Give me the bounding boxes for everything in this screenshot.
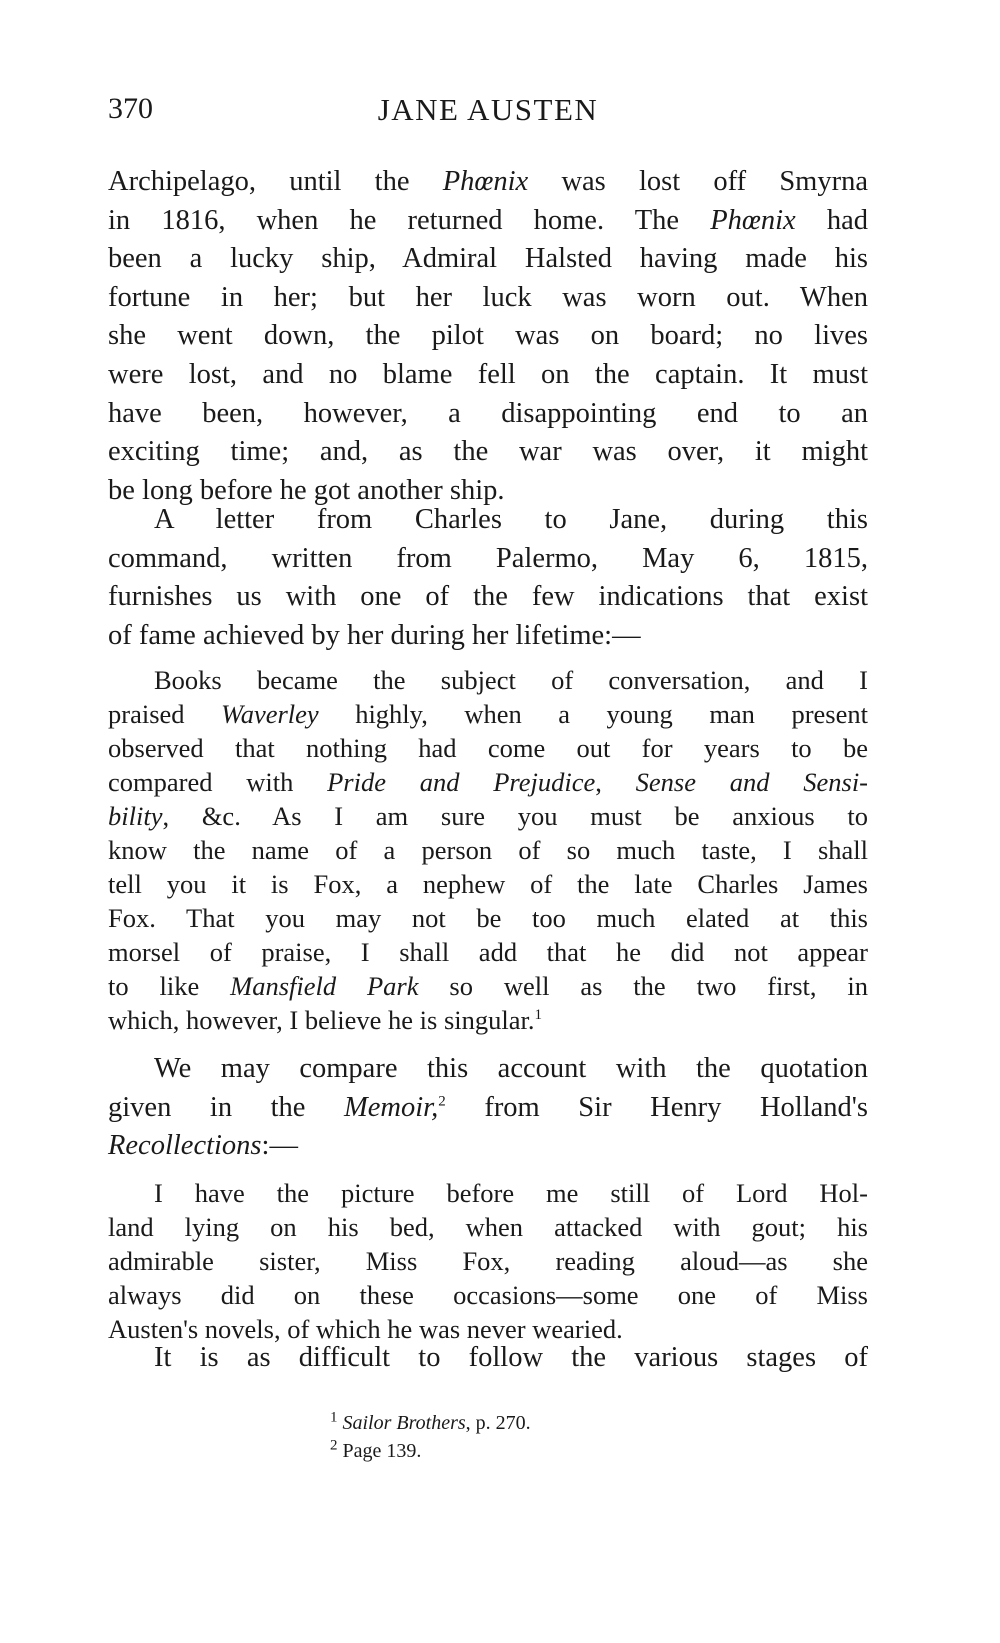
running-head: JANE AUSTEN xyxy=(377,92,599,127)
paragraph-3 xyxy=(108,1050,868,1166)
text-line: We may compare this account with the quotation xyxy=(154,1053,868,1084)
text-line: have been, however, a disappointing end to an xyxy=(108,397,868,429)
text-line: given in the Memoir,$^2$ from Sir Henry Holland's xyxy=(108,1091,868,1123)
text-line: Recollections:— xyxy=(108,1130,298,1162)
text-line: It is as difficult to follow the various stages of xyxy=(154,1342,868,1373)
text-line: fortune in her; but her luck was worn out. When xyxy=(108,281,868,313)
text-line: praised Waverley highly, when a young man present xyxy=(108,699,868,729)
text-line: in 1816, when he returned home. The Phœnix had xyxy=(108,204,868,236)
paragraph-4 xyxy=(108,1339,868,1378)
text-line: compared with Pride and Prejudice, Sense and Sensi- xyxy=(108,767,869,797)
text-line: tell you it is Fox, a nephew of the late Charles James xyxy=(108,869,868,899)
page-header xyxy=(108,92,868,136)
text-line: observed that nothing had come out for years to be xyxy=(108,733,868,763)
text-line: know the name of a person of so much taste, I shall xyxy=(108,835,868,865)
block-quote-1 xyxy=(108,663,868,1037)
text-line: which, however, I believe he is singular.$^1$ xyxy=(108,1005,542,1035)
text-line: Books became the subject of conversation, and I xyxy=(154,665,868,695)
text-line: Austen's novels, of which he was never wearied. xyxy=(108,1314,623,1344)
text-line: furnishes us with one of the few indications that exist xyxy=(108,581,868,613)
footnote-number: 1 xyxy=(330,1409,338,1426)
footnote-ref-1: 1 xyxy=(534,1007,542,1024)
text-line: were lost, and no blame fell on the captain. It must xyxy=(108,358,868,390)
footnote-ref-2: 2 xyxy=(438,1093,446,1110)
text-line: morsel of praise, I shall add that he did not appear xyxy=(108,937,868,967)
text-line: she went down, the pilot was on board; no lives xyxy=(108,320,868,352)
block-quote-2 xyxy=(108,1176,868,1346)
text-line: to like Mansfield Park so well as the two first, in xyxy=(108,971,869,1001)
footnote-2: $^2$ Page 139. xyxy=(330,1437,422,1462)
paragraph-2 xyxy=(108,501,868,655)
footnote-number: 2 xyxy=(330,1437,338,1454)
text-line: A letter from Charles to Jane, during this xyxy=(154,504,868,535)
text-line: be long before he got another ship. xyxy=(108,474,505,506)
page-number: 370 xyxy=(108,92,153,125)
text-line: Fox. That you may not be too much elated at this xyxy=(108,903,868,933)
paragraph-1 xyxy=(108,163,868,510)
text-line: always did on these occasions—some one of Miss xyxy=(108,1280,868,1310)
text-line: I have the picture before me still of Lord Hol- xyxy=(154,1178,868,1208)
text-line: exciting time; and, as the war was over, it might xyxy=(108,436,868,468)
footnote-1: $^1$ Sailor Brothers, p. 270. xyxy=(330,1409,531,1434)
text-line: admirable sister, Miss Fox, reading aloud—as she xyxy=(108,1246,868,1276)
text-line: of fame achieved by her during her lifetime:— xyxy=(108,619,641,651)
text-line: command, written from Palermo, May 6, 1815, xyxy=(108,542,868,574)
text-line: land lying on his bed, when attacked with gout; his xyxy=(108,1212,868,1242)
text-line: Archipelago, until the Phœnix was lost off Smyrna xyxy=(108,166,868,197)
text-line: bility, &c. As I am sure you must be anxious to xyxy=(108,801,868,831)
text-line: been a lucky ship, Admiral Halsted having made his xyxy=(108,243,868,275)
